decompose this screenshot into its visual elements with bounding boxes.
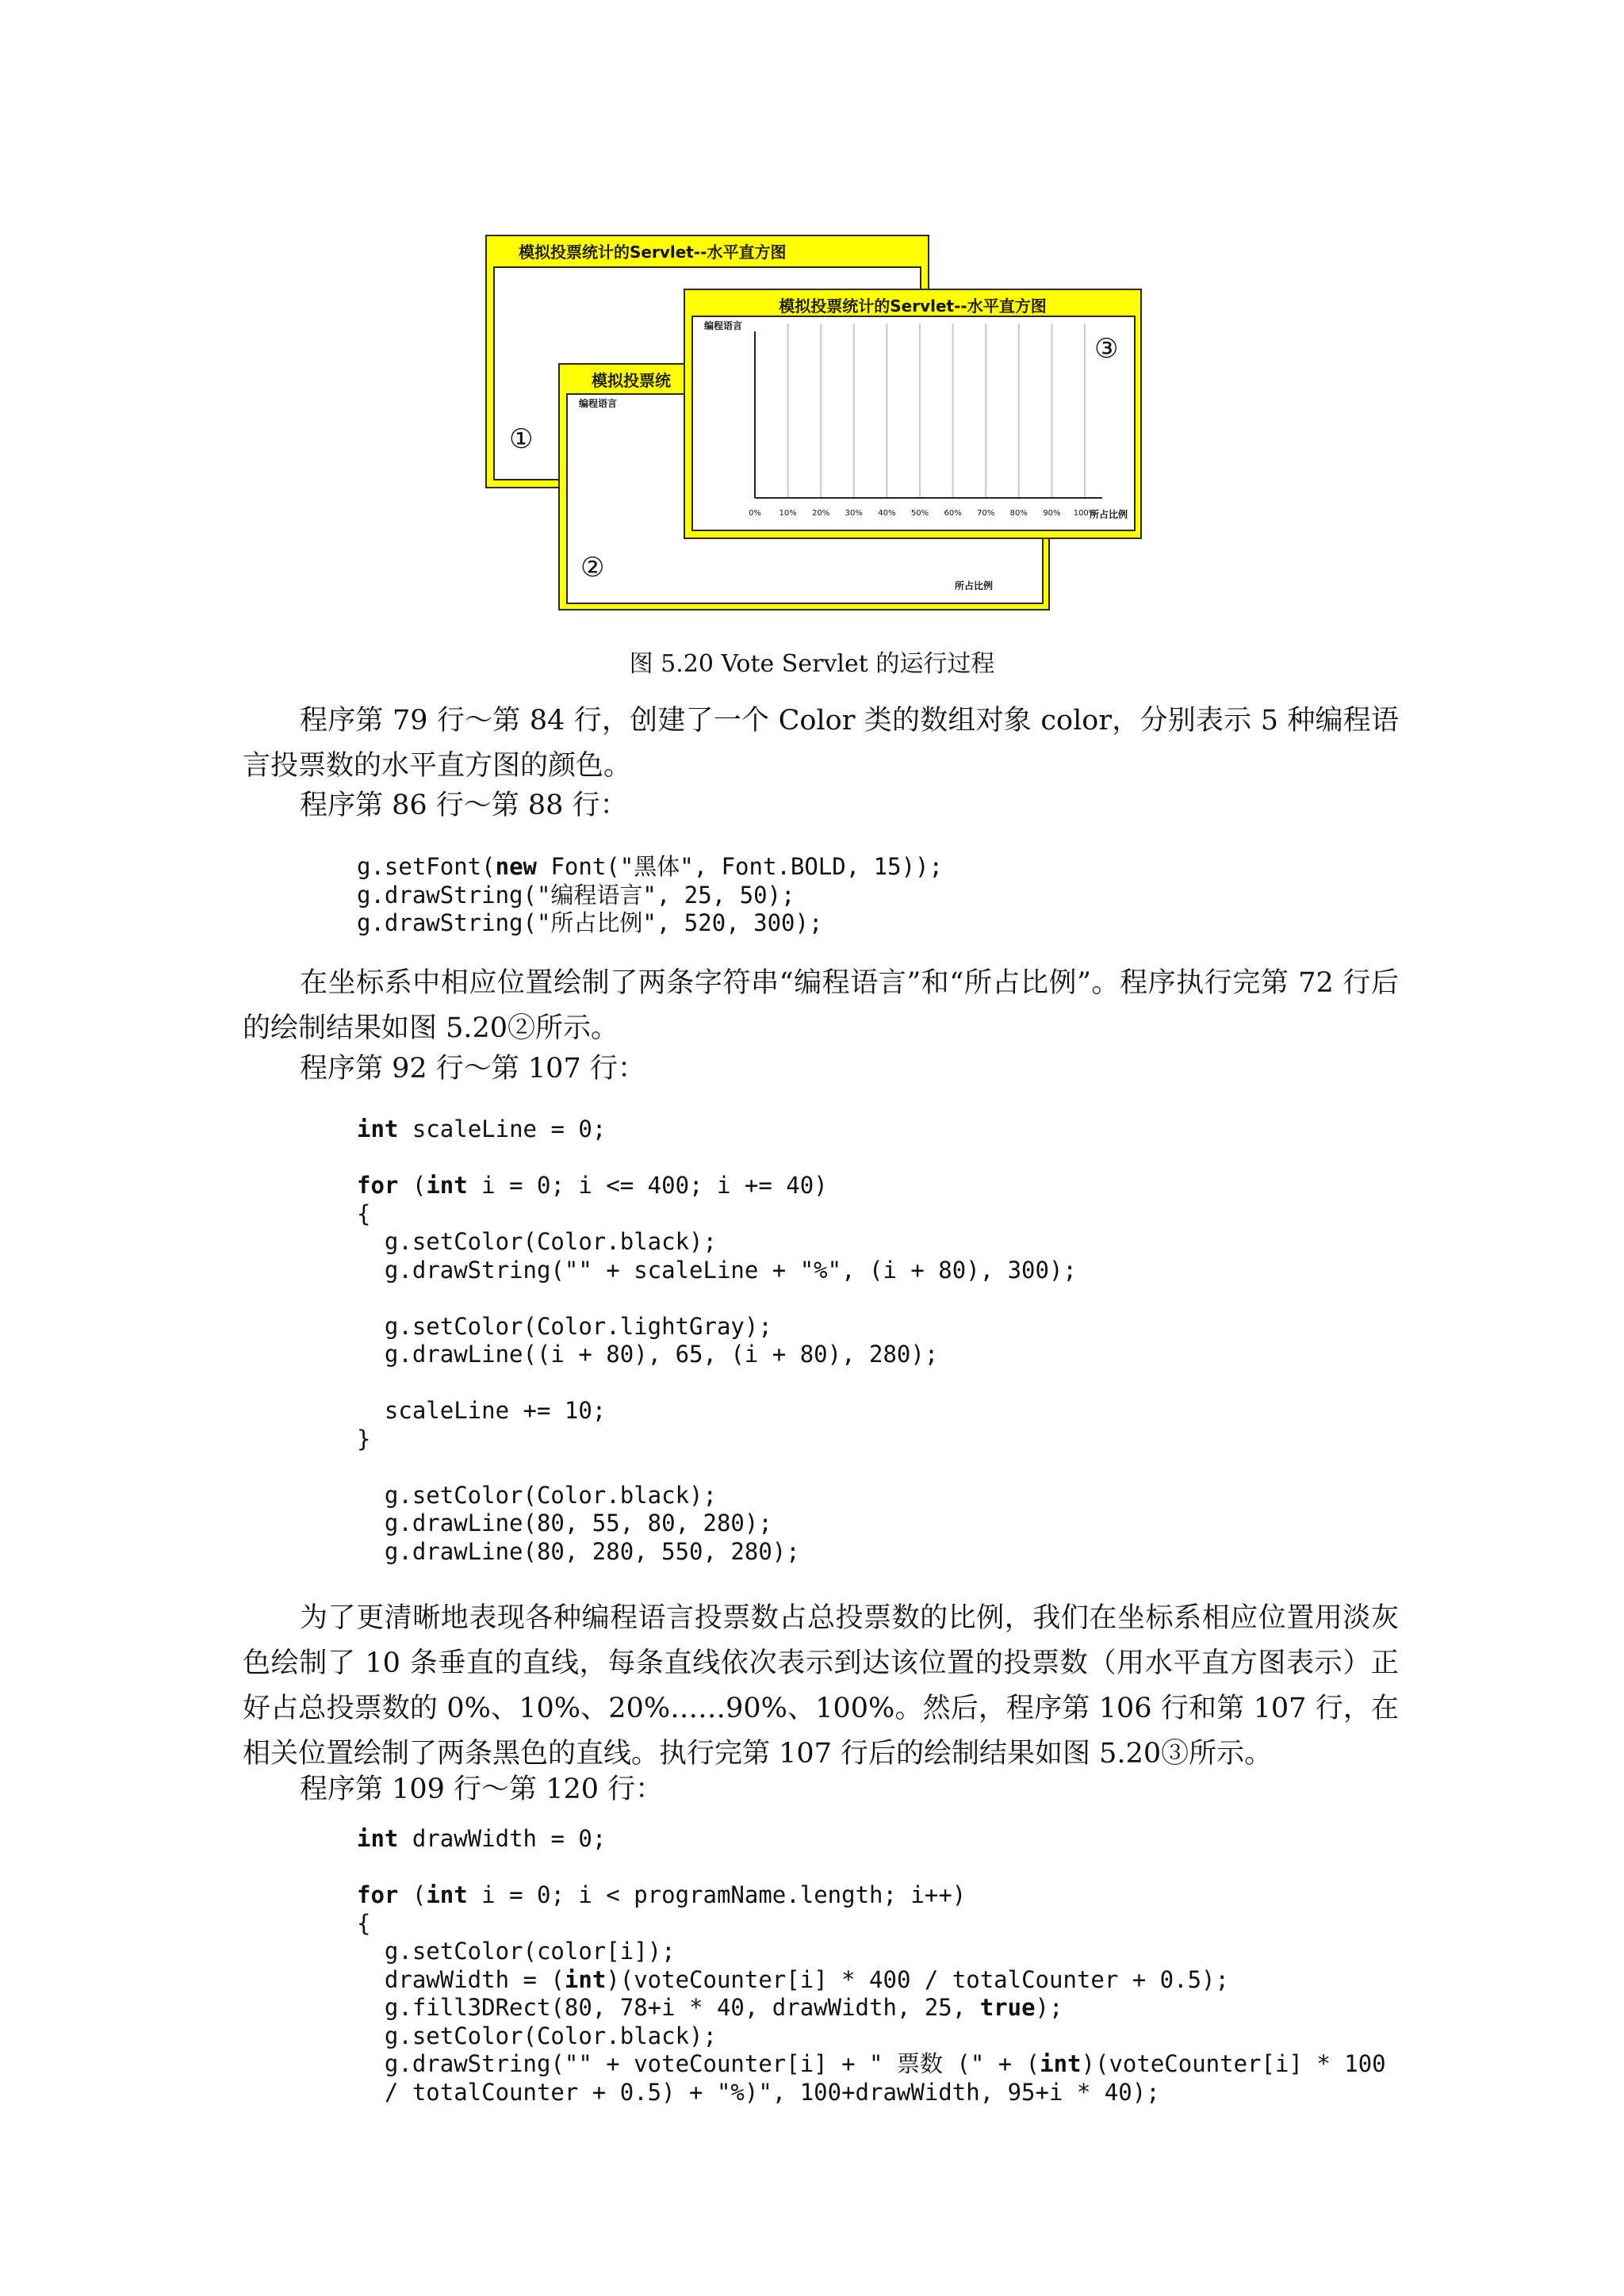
tick-label: 50%: [910, 509, 929, 518]
code-line: [357, 1144, 1404, 1173]
paragraph-3: 为了更清晰地表现各种编程语言投票数占总投票数的比例，我们在坐标系相应位置用淡灰色绘制了 10 条垂直的直线，每条直线依次表示到达该位置的投票数（用水平直方图表示）正好占总投票数的 0%、10%、20%……90%、100%。然后，程序第 106 行和第 107 行，在相关位置绘制了两条黑色的直线。执行完第 107 行后的绘制结果如图 5.20③所示。: [243, 1602, 1399, 1770]
code-line: g.setColor(Color.black);: [357, 1228, 717, 1255]
heading-lines-92-107: 程序第 92 行～第 107 行：: [300, 1053, 645, 1085]
figure-5-20: [485, 235, 1142, 612]
tick-label: 0%: [749, 509, 761, 518]
marker-3: ③: [1094, 333, 1119, 365]
code-line: g.drawString("" + scaleLine + "%", (i + 80), 300);: [357, 1256, 1077, 1284]
code-block-3: [357, 1825, 1404, 2107]
tick-label: 80%: [1009, 509, 1028, 518]
tick-label: 40%: [878, 509, 896, 518]
heading-lines-86-88: 程序第 86 行～第 88 行：: [300, 790, 628, 821]
code-line: g.drawLine(80, 280, 550, 280);: [357, 1537, 800, 1565]
tick-labels: [693, 317, 1137, 533]
code-line: g.drawLine(80, 55, 80, 280);: [357, 1510, 772, 1536]
code-line: g.setColor(Color.black);: [357, 1481, 717, 1509]
panel-3-canvas: [691, 316, 1136, 531]
code-line: }: [357, 1425, 371, 1452]
tick-label: 70%: [977, 509, 995, 518]
panel-3: [684, 289, 1142, 539]
panel-2-label-ratio: 所占比例: [955, 580, 994, 591]
code-line: for (int i = 0; i < programName.length; i++): [357, 1881, 967, 1908]
code-line: {: [357, 1909, 371, 1937]
code-block-2: [357, 1115, 1404, 1566]
panel-1-title: 模拟投票统计的Servlet--水平直方图: [519, 243, 787, 262]
code-line: [357, 1453, 1404, 1482]
code-line: g.drawLine((i + 80), 65, (i + 80), 280);: [357, 1341, 939, 1368]
marker-1: ①: [509, 423, 534, 455]
code-line: int drawWidth = 0;: [357, 1825, 607, 1852]
code-line: {: [357, 1200, 371, 1227]
code-line: g.setColor(Color.black);: [357, 2022, 717, 2049]
tick-label: 20%: [812, 509, 830, 518]
code-block-1: [357, 853, 1404, 938]
code-line: [357, 1284, 1404, 1313]
tick-label: 10%: [779, 509, 797, 518]
figure-caption: 图 5.20 Vote Servlet 的运行过程: [629, 650, 995, 678]
tick-label: 60%: [944, 509, 962, 518]
code-line: scaleLine += 10;: [357, 1397, 607, 1424]
code-line: g.drawString("" + voteCounter[i] + " 票数 (" + (int)(voteCounter[i] * 100: [357, 2050, 1386, 2077]
code-line: int scaleLine = 0;: [357, 1115, 607, 1142]
code-line: [357, 1854, 1404, 1882]
tick-label: 100%: [1073, 509, 1097, 518]
code-line: g.drawString("编程语言", 25, 50);: [357, 881, 795, 909]
code-line: g.setFont(new Font("黑体", Font.BOLD, 15));: [357, 853, 943, 880]
code-line: g.drawString("所占比例", 520, 300);: [357, 909, 823, 936]
paragraph-2: 在坐标系中相应位置绘制了两条字符串“编程语言”和“所占比例”。程序执行完第 72 行后的绘制结果如图 5.20②所示。: [243, 967, 1399, 1044]
tick-label: 90%: [1043, 509, 1061, 518]
panel-2-title: 模拟投票统: [592, 371, 671, 390]
tick-label: 30%: [845, 509, 863, 518]
heading-lines-109-120: 程序第 109 行～第 120 行：: [300, 1774, 664, 1805]
code-line: g.setColor(Color.lightGray);: [357, 1312, 772, 1340]
code-line: / totalCounter + 0.5) + "%)", 100+drawWidth, 95+i * 40);: [357, 2078, 1160, 2106]
panel-3-title: 模拟投票统计的Servlet--水平直方图: [779, 297, 1047, 316]
panel-2-label-language: 编程语言: [579, 398, 618, 409]
panel-3-label-ratio: 所占比例: [1090, 509, 1128, 520]
code-line: g.fill3DRect(80, 78+i * 40, drawWidth, 25, true);: [357, 1994, 1063, 2021]
code-line: drawWidth = (int)(voteCounter[i] * 400 / totalCounter + 0.5);: [357, 1965, 1229, 1993]
paragraph-1: 程序第 79 行～第 84 行，创建了一个 Color 类的数组对象 color，分别表示 5 种编程语言投票数的水平直方图的颜色。: [243, 705, 1399, 782]
panel-3-label-language: 编程语言: [704, 320, 743, 331]
code-line: g.setColor(color[i]);: [357, 1938, 676, 1965]
marker-2: ②: [580, 552, 605, 584]
code-line: [357, 1369, 1404, 1398]
code-line: for (int i = 0; i <= 400; i += 40): [357, 1172, 828, 1199]
